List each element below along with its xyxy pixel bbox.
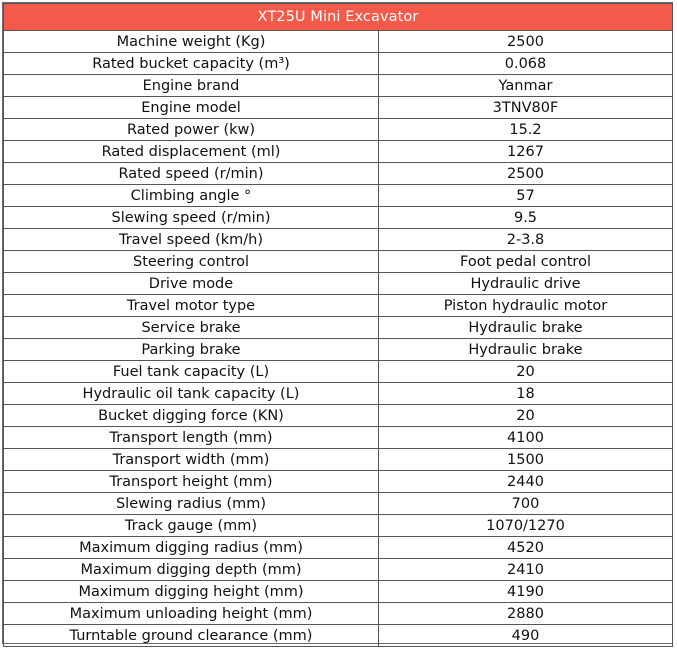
table-row [4,273,673,295]
spec-label: Service brake [4,317,379,339]
spec-value: 1500 [379,449,673,471]
table-row [4,317,673,339]
spec-label: Engine model [4,97,379,119]
spec-value: 2500 [379,163,673,185]
spec-label: Bucket digging force (KN) [4,405,379,427]
table-row [4,339,673,361]
spec-label: Turntable ground clearance (mm) [4,625,379,647]
table-row [4,207,673,229]
spec-label: Maximum unloading height (mm) [4,603,379,625]
table-row [4,141,673,163]
spec-value: 3TNV80F [379,97,673,119]
spec-label: Rated displacement (ml) [4,141,379,163]
table-row [4,361,673,383]
spec-label: Slewing radius (mm) [4,493,379,515]
table-row [4,53,673,75]
spec-value: 4190 [379,581,673,603]
table-row [4,537,673,559]
spec-value: Foot pedal control [379,251,673,273]
spec-value: Hydraulic brake [379,339,673,361]
table-row [4,603,673,625]
title-row [4,4,673,31]
table-row [4,493,673,515]
spec-label: Rated speed (r/min) [4,163,379,185]
spec-label: Maximum digging radius (mm) [4,537,379,559]
spec-label: Maximum digging depth (mm) [4,559,379,581]
spec-label: Travel speed (km/h) [4,229,379,251]
table-row [4,383,673,405]
spec-value: 4100 [379,427,673,449]
spec-value: Hydraulic drive [379,273,673,295]
spec-label: Parking brake [4,339,379,361]
spec-rows [4,31,673,647]
spec-table [3,3,673,647]
table-row [4,185,673,207]
table-row [4,471,673,493]
spec-value: 2410 [379,559,673,581]
spec-value: Yanmar [379,75,673,97]
spec-label: Travel motor type [4,295,379,317]
table-row [4,295,673,317]
spec-label: Rated power (kw) [4,119,379,141]
table-row [4,427,673,449]
spec-value: 2880 [379,603,673,625]
spec-value: 2-3.8 [379,229,673,251]
spec-value: 700 [379,493,673,515]
spec-value: 57 [379,185,673,207]
spec-label: Engine brand [4,75,379,97]
spec-label: Slewing speed (r/min) [4,207,379,229]
spec-label: Track gauge (mm) [4,515,379,537]
spec-label: Transport width (mm) [4,449,379,471]
spec-label: Rated bucket capacity (m³) [4,53,379,75]
table-row [4,163,673,185]
spec-label: Fuel tank capacity (L) [4,361,379,383]
spec-label: Transport height (mm) [4,471,379,493]
spec-label: Steering control [4,251,379,273]
spec-value: 2500 [379,31,673,53]
table-row [4,405,673,427]
spec-value: 1070/1270 [379,515,673,537]
spec-value: 20 [379,361,673,383]
spec-label: Transport length (mm) [4,427,379,449]
table-row [4,251,673,273]
spec-value: 4520 [379,537,673,559]
spec-value: 2440 [379,471,673,493]
table-row [4,119,673,141]
spec-value: 15.2 [379,119,673,141]
table-row [4,97,673,119]
spec-value: 20 [379,405,673,427]
table-row [4,625,673,647]
table-row [4,559,673,581]
spec-value: 1267 [379,141,673,163]
table-row [4,581,673,603]
table-row [4,75,673,97]
spec-value: 18 [379,383,673,405]
spec-label: Hydraulic oil tank capacity (L) [4,383,379,405]
spec-value: 490 [379,625,673,647]
spec-label: Machine weight (Kg) [4,31,379,53]
table-row [4,515,673,537]
spec-label: Climbing angle ° [4,185,379,207]
spec-value: Hydraulic brake [379,317,673,339]
spec-label: Drive mode [4,273,379,295]
spec-value: 0.068 [379,53,673,75]
table-row [4,31,673,53]
table-row [4,229,673,251]
spec-value: Piston hydraulic motor [379,295,673,317]
table-title: XT25U Mini Excavator [4,4,673,31]
spec-value: 9.5 [379,207,673,229]
spec-label: Maximum digging height (mm) [4,581,379,603]
table-row [4,449,673,471]
